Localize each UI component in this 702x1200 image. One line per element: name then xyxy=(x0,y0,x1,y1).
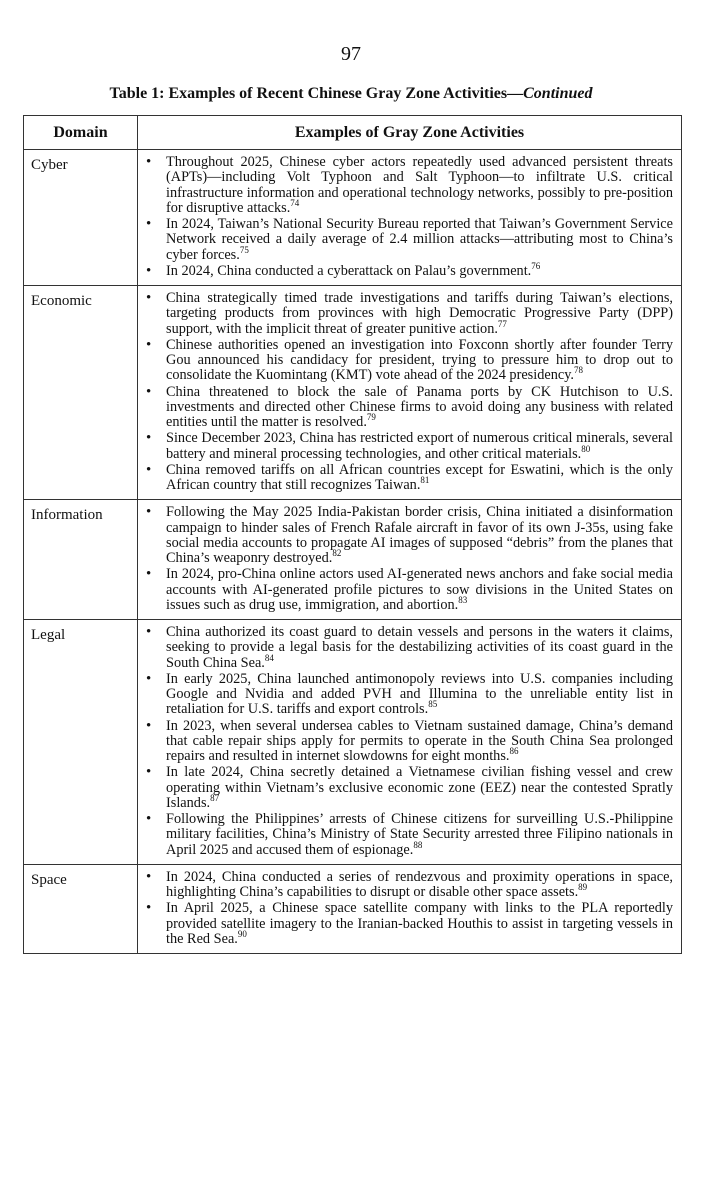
examples-cell xyxy=(138,864,682,953)
list-item xyxy=(142,901,673,947)
list-item xyxy=(142,625,673,671)
header-domain: Domain xyxy=(24,116,138,150)
item-text: Chinese authorities opened an investigation into Foxconn shortly after founder Terry Gou announced his candidacy for president, trying to pressure him to drop out to consolidate the Kuomintang (KMT) vote ahead of the 2024 presidency. xyxy=(166,336,673,384)
list-item xyxy=(142,431,673,462)
item-text: In late 2024, China secretly detained a Vietnamese civilian fishing vessel and crew operating within Vietnam’s exclusive economic zone (EEZ) near the contested Spratly Islands. xyxy=(166,764,673,811)
table-title xyxy=(0,84,702,104)
examples-cell xyxy=(138,286,682,500)
list-item xyxy=(142,291,673,337)
item-text: Following the May 2025 India-Pakistan border crisis, China initiated a disinformation campaign to hinder sales of French Rafale aircraft in favor of its own J-35s, using fake social media accounts to propagate AI images of supposed “debris” from the planes that China’s weaponry destroyed. xyxy=(166,504,673,566)
table-title-continued: Continued xyxy=(523,85,593,102)
item-text: Since December 2023, China has restricted export of numerous critical minerals, several battery and mineral processing technologies, and other critical materials. xyxy=(166,430,673,462)
item-text: In April 2025, a Chinese space satellite company with links to the PLA reportedly provided satellite imagery to the Iranian-backed Houthis to assist in targeting vessels in the Red Sea. xyxy=(166,900,673,947)
item-text: In 2023, when several undersea cables to Vietnam sustained damage, China’s demand that cable repair ships apply for permits to operate in the South China Sea prolonged repairs and resulted in internet slowdowns for eight months. xyxy=(166,717,673,764)
gray-zone-table xyxy=(23,115,682,954)
list-item xyxy=(142,155,673,216)
list-item xyxy=(142,463,673,494)
table-row xyxy=(24,150,682,286)
list-item xyxy=(142,812,673,858)
footnote-ref: 89 xyxy=(578,882,588,893)
footnote-ref: 85 xyxy=(428,699,438,710)
item-text: China strategically timed trade investigations and tariffs during Taiwan’s elections, targeting products from provinces with high Democratic Progressive Party (DPP) support, with the implicit threat of greater punitive action. xyxy=(166,290,673,337)
footnote-ref: 86 xyxy=(509,746,519,757)
examples-cell xyxy=(138,150,682,286)
list-item xyxy=(142,765,673,811)
list-item xyxy=(142,217,673,263)
item-text: In 2024, China conducted a cyberattack on Palau’s government. xyxy=(166,262,532,279)
examples-cell xyxy=(138,500,682,620)
footnote-ref: 90 xyxy=(237,928,247,939)
list-item xyxy=(142,672,673,718)
table-row xyxy=(24,286,682,500)
table-header-row xyxy=(24,116,682,150)
item-text: In early 2025, China launched antimonopoly reviews into U.S. companies including Google and Nvidia and added PVH and Illumina to the unreliable entity list in retaliation for U.S. tariffs and export controls. xyxy=(166,670,673,718)
page-number: 97 xyxy=(341,43,361,65)
footnote-ref: 80 xyxy=(581,443,591,454)
table-row xyxy=(24,620,682,865)
domain-cell: Economic xyxy=(24,286,138,500)
table-row xyxy=(24,500,682,620)
domain-cell: Information xyxy=(24,500,138,620)
item-text: Throughout 2025, Chinese cyber actors repeatedly used advanced persistent threats (APTs)—including Volt Typhoon and Salt Typhoon—to infiltrate U.S. critical infrastructure information and operational technology networks, possibly to pre-position for disruptive attacks. xyxy=(166,154,673,216)
list-item xyxy=(142,567,673,613)
domain-cell: Legal xyxy=(24,620,138,865)
footnote-ref: 79 xyxy=(366,412,376,423)
list-item xyxy=(142,260,673,279)
bullet-list xyxy=(142,625,673,858)
footnote-ref: 76 xyxy=(531,260,541,271)
item-text: China threatened to block the sale of Panama ports by CK Hutchison to U.S. investments and directed other Chinese firms to avoid doing any business with related entities until the matter is resolved. xyxy=(166,383,673,430)
list-item xyxy=(142,505,673,566)
footnote-ref: 74 xyxy=(290,197,300,208)
header-examples: Examples of Gray Zone Activities xyxy=(138,116,682,150)
list-item xyxy=(142,719,673,765)
list-item xyxy=(142,870,673,901)
table-row xyxy=(24,864,682,953)
item-text: In 2024, China conducted a series of rendezvous and proximity operations in space, highlighting China’s capabilities to disrupt or disable other space assets. xyxy=(166,868,673,900)
bullet-list xyxy=(142,155,673,279)
item-text: China authorized its coast guard to detain vessels and persons in the waters it claims, seeking to provide a legal basis for the destabilizing activities of its coast guard in the South China Sea. xyxy=(166,624,673,671)
footnote-ref: 77 xyxy=(497,318,507,329)
footnote-ref: 84 xyxy=(264,652,274,663)
footnote-ref: 81 xyxy=(420,475,430,486)
domain-cell: Space xyxy=(24,864,138,953)
list-item xyxy=(142,385,673,431)
footnote-ref: 78 xyxy=(574,365,584,376)
footnote-ref: 83 xyxy=(458,594,468,605)
item-text: In 2024, Taiwan’s National Security Bureau reported that Taiwan’s Government Service Network received a daily average of 2.4 million attacks—attributing most to China’s cyber forces. xyxy=(166,216,673,263)
bullet-list xyxy=(142,291,673,493)
domain-cell: Cyber xyxy=(24,150,138,286)
item-text: In 2024, pro-China online actors used AI-generated news anchors and fake social media accounts with AI-generated profile pictures to sow divisions in the United States on issues such as drug use, immigration, and abortion. xyxy=(166,566,673,613)
table-title-main: Table 1: Examples of Recent Chinese Gray Zone Activities— xyxy=(109,85,524,102)
footnote-ref: 87 xyxy=(210,792,220,803)
examples-cell xyxy=(138,620,682,865)
list-item xyxy=(142,338,673,384)
bullet-list xyxy=(142,870,673,947)
item-text: Following the Philippines’ arrests of Chinese citizens for surveilling U.S.-Philippine military facilities, China’s Ministry of State Security arrested three Filipino nationals in April 2025 and accused them of espionage. xyxy=(166,811,673,858)
bullet-list xyxy=(142,505,673,613)
item-text: China removed tariffs on all African countries except for Eswatini, which is the only African country that still recognizes Taiwan. xyxy=(166,461,673,493)
footnote-ref: 75 xyxy=(239,244,249,255)
footnote-ref: 82 xyxy=(332,548,342,559)
footnote-ref: 88 xyxy=(413,839,423,850)
